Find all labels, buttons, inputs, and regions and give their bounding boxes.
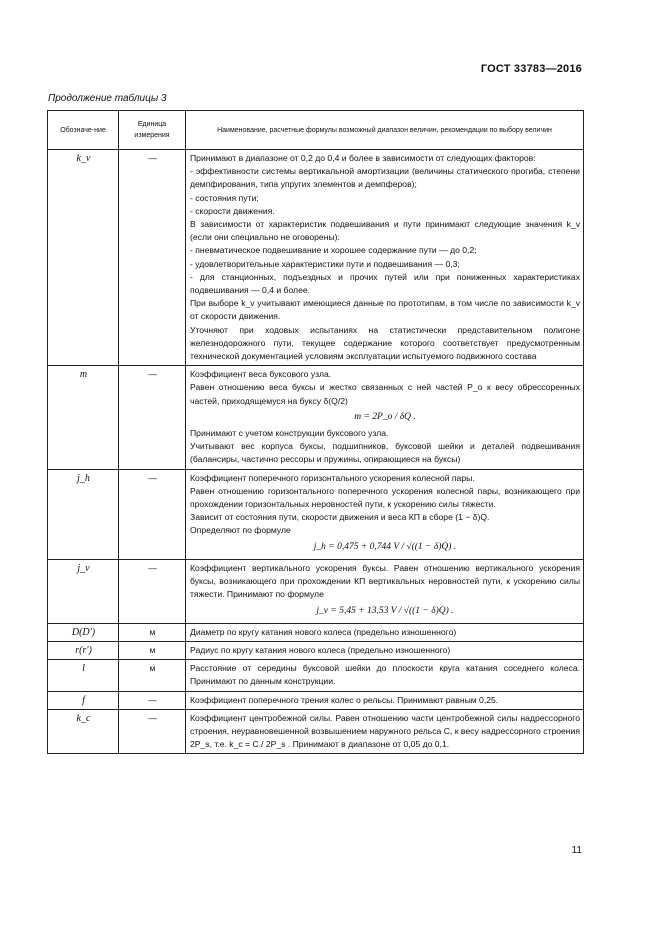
header-symbol: Обозначе-ние	[48, 111, 119, 150]
description-line: Радиус по кругу катания нового колеса (предельно изношенного)	[190, 644, 451, 655]
row-unit: —	[119, 691, 186, 709]
row-unit: —	[119, 150, 186, 366]
description-line: - пневматическое подвешивание и хорошее содержание пути — до 0,2;	[190, 245, 477, 256]
description-line: - удовлетворительные характеристики пути и подвешивания — 0,3;	[190, 258, 460, 269]
table-row	[48, 559, 584, 623]
row-description	[186, 660, 584, 691]
row-symbol: f	[48, 691, 119, 709]
table-row	[48, 660, 584, 691]
row-unit: м	[119, 660, 186, 691]
row-unit: —	[119, 559, 186, 623]
row-symbol: j_h	[48, 469, 119, 559]
description-line: Определяют по формуле	[190, 525, 291, 536]
description-line: Коэффициент веса буксового узла.	[190, 369, 332, 380]
description-line: Учитывают вес корпуса буксы, подшипников, буксовой шейки и деталей подвешивания (балансиры, частично рессоры и пружины, опирающиеся на буксы)	[190, 441, 580, 465]
description-line: - скорости движения.	[190, 205, 275, 216]
description-line: Равен отношению горизонтального поперечного ускорения колесной пары, возникающего при прохождении горизонтальных неровностей пути, к ускорению силы тяжести.	[190, 485, 580, 510]
formula: m = 2P_o / δQ .	[354, 411, 416, 422]
row-description	[186, 641, 584, 659]
row-symbol: D(D')	[48, 623, 119, 641]
description-line: Зависит от состояния пути, скорости движения и веса КП в сборе (1 − δ)Q.	[190, 512, 490, 523]
description-line: Уточняют при ходовых испытаниях на статистически представительном полигоне железнодорожного пути, текущее содержание которого соответствует предусмотренным технической документацией условиям эксплуатации испытуемого подвижного состава	[190, 324, 580, 362]
row-description	[186, 623, 584, 641]
table-caption: Продолжение таблицы 3	[48, 93, 167, 104]
parameters-table	[47, 110, 584, 754]
row-unit: —	[119, 469, 186, 559]
row-description	[186, 709, 584, 754]
row-symbol: k_v	[48, 150, 119, 366]
table-row	[48, 623, 584, 641]
row-unit: м	[119, 623, 186, 641]
row-description	[186, 150, 584, 366]
row-unit: м	[119, 641, 186, 659]
row-unit: —	[119, 366, 186, 469]
header-description: Наименование, расчетные формулы возможный диапазон величин, рекомендации по выбору величин	[186, 111, 584, 150]
description-line: Диаметр по кругу катания нового колеса (предельно изношенного)	[190, 626, 457, 637]
page-number: 11	[571, 845, 582, 856]
description-line: Коэффициент вертикального ускорения буксы. Равен отношению вертикального ускорения буксы, возникающего при прохождении КП вертикальных неровностей пути, к ускорению силы тяжести. Принимают по формуле	[190, 562, 580, 600]
row-symbol: j_v	[48, 559, 119, 623]
row-symbol: r(r')	[48, 641, 119, 659]
row-symbol: l	[48, 660, 119, 691]
document-code: ГОСТ 33783—2016	[480, 63, 582, 75]
table-row	[48, 691, 584, 709]
description-line: Коэффициент поперечного горизонтального ускорения колесной пары.	[190, 472, 475, 483]
row-unit: —	[119, 709, 186, 754]
formula: j_v = 5,45 + 13,53 V / √((1 − δ)Q) .	[316, 605, 454, 616]
table-header-row	[48, 111, 584, 150]
description-line: Коэффициент центробежной силы. Равен отношению части центробежной силы надрессорного строения, неуравновешенной возвышением наружного рельса C, к весу надрессорного строения 2P_s, т.е. k_c = C / 2P_s . Принимают в диапазоне от 0,05 до 0,1.	[190, 712, 580, 750]
description-line: - эффективности системы вертикальной амортизации (величины статического прогиба, степени демпфирования, типа упругих элементов и демпферов);	[190, 166, 580, 190]
row-description	[186, 691, 584, 709]
row-description	[186, 366, 584, 469]
description-line: Принимают в диапазоне от 0,2 до 0,4 и более в зависимости от следующих факторов:	[190, 153, 536, 163]
table-row	[48, 150, 584, 366]
description-line: Принимают с учетом конструкции буксового узла.	[190, 428, 389, 439]
description-line: В зависимости от характеристик подвешивания и пути принимают следующие значения k_v (если они специально не оговорены):	[190, 219, 580, 243]
formula: j_h = 0,475 + 0,744 V / √((1 − δ)Q) .	[313, 541, 457, 552]
table-row	[48, 641, 584, 659]
description-line: Коэффициент поперечного трения колес о рельсы. Принимают равным 0,25.	[190, 694, 499, 705]
description-line: - состояния пути;	[190, 192, 259, 203]
table-row	[48, 709, 584, 754]
description-line: При выборе k_v учитывают имеющиеся данные по прототипам, в том числе по зависимости k_v от скорости движения.	[190, 298, 580, 322]
description-line: Расстояние от середины буксовой шейки до плоскости круга катания соседнего колеса. Принимают по данным конструкции.	[190, 663, 580, 687]
header-unit: Единица измерения	[119, 111, 186, 150]
row-symbol: m	[48, 366, 119, 469]
row-symbol: k_c	[48, 709, 119, 754]
row-description	[186, 469, 584, 559]
description-line: Равен отношению веса буксы и жестко связанных с ней частей P_o к весу обрессоренных частей, приходящемуся на буксу δ(Q/2)	[190, 382, 580, 406]
row-description	[186, 559, 584, 623]
table-row	[48, 469, 584, 559]
table-row	[48, 366, 584, 469]
description-line: - для станционных, подъездных и прочих путей или при пониженных характеристиках подвешивания — 0,4 и более.	[190, 271, 580, 296]
